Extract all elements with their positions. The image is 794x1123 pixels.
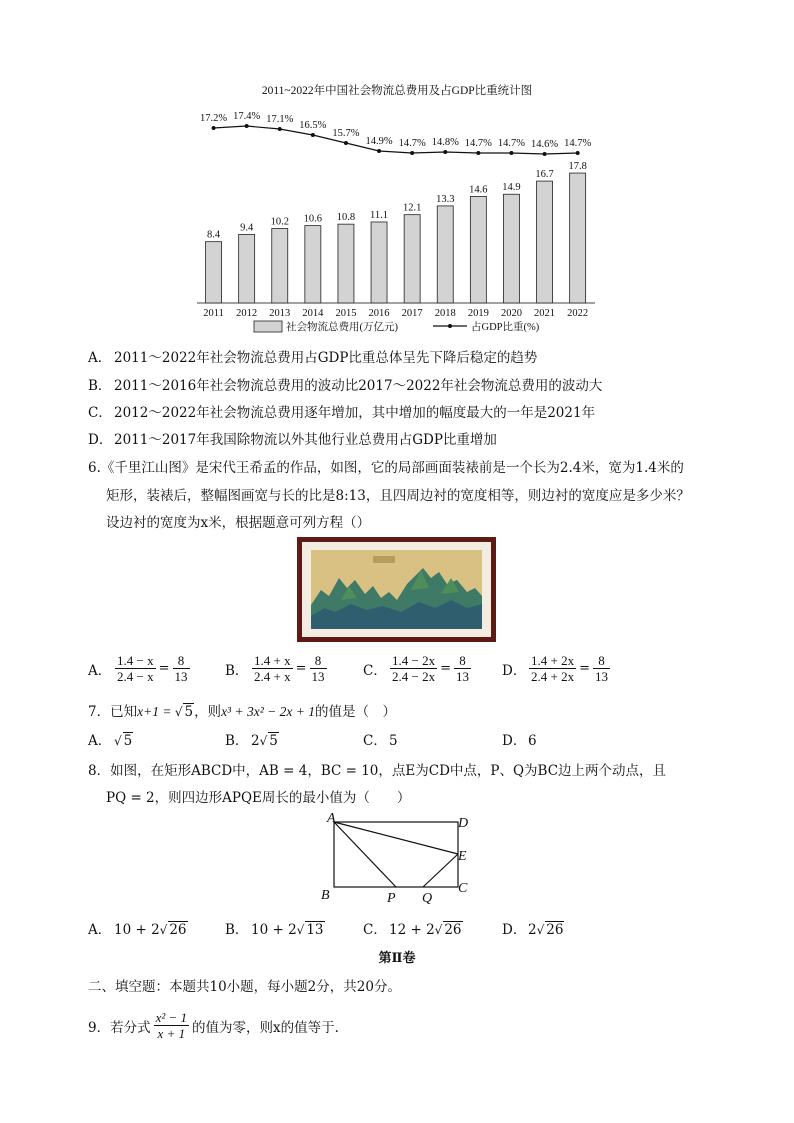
legend-bar-swatch (254, 321, 282, 332)
x-tick-label-2018: 2018 (434, 308, 456, 319)
q8-stem-line2: PQ = 2，则四边形APQE周长的最小值为（ ） (106, 790, 411, 806)
bar-2022 (570, 173, 586, 303)
q9-stem: 9．若分式 $\frac{\text{x² − 1}}{x + 1}$ 的值为零，则x的值等于. (88, 1010, 339, 1041)
gdp-label-2021: 14.6% (530, 139, 559, 150)
bar-label-2019: 14.6 (469, 184, 488, 196)
bar-2020 (503, 194, 519, 303)
q6-stem-line3: 设边衬的宽度为x米，根据题意可列方程（） (106, 515, 371, 531)
segment-ae (334, 822, 458, 854)
x-tick-label-2015: 2015 (335, 308, 357, 319)
q7-option-b: B． 2√ 5 (225, 733, 278, 749)
label-b: B (321, 888, 330, 903)
bar-2021 (537, 181, 553, 303)
bar-2018 (437, 206, 453, 303)
legend-bar-label: 社会物流总费用(万亿元) (286, 322, 398, 333)
q5-option-a: A． 2011～2022年社会物流总费用占GDP比重总体呈先下降后稳定的趋势 (88, 350, 538, 366)
legend-line-marker (448, 324, 452, 328)
q6-option-a: A． $\frac{1.4 - x}{2.4 - x}$ = $\frac{8}{13}$ (88, 653, 188, 684)
legend-line-label: 占GDP比重(%) (471, 322, 540, 333)
logistics-chart (180, 96, 620, 341)
q7-option-c: C． 5 (363, 733, 398, 749)
bar-label-2020: 14.9 (502, 182, 521, 194)
chart-title: 2011~2022年中国社会物流总费用及占GDP比重统计图 (261, 85, 533, 97)
bar-label-2017: 12.1 (402, 202, 422, 214)
x-tick-label-2014: 2014 (302, 308, 324, 319)
gdp-point-2013 (278, 127, 282, 131)
gdp-point-2016 (377, 149, 381, 153)
gdp-label-2013: 17.1% (266, 114, 294, 125)
segment-ap (334, 822, 396, 887)
gdp-label-2014: 16.5% (299, 120, 327, 131)
x-tick-label-2012: 2012 (236, 308, 258, 319)
bar-label-2013: 10.2 (270, 216, 289, 228)
bar-2013 (272, 229, 288, 303)
label-a: A (327, 811, 336, 826)
bar-label-2014: 10.6 (303, 213, 323, 225)
x-tick-label-2019: 2019 (467, 308, 489, 319)
gdp-point-2022 (576, 151, 580, 155)
x-tick-label-2011: 2011 (203, 308, 224, 319)
bar-label-2011: 8.4 (206, 229, 221, 241)
q6-stem-line1: 6.《千里江山图》是宋代王希孟的作品，如图，它的局部画面装裱前是一个长为2.4米，宽为1.4米的 (88, 460, 684, 476)
q6-option-b: B． $\frac{1.4 + x}{2.4 + x}$ = $\frac{8}{13}$ (225, 653, 325, 684)
bar-label-2018: 13.3 (436, 193, 455, 205)
q8-option-c: C． 12 + 2√ 26 (363, 922, 462, 938)
q6-option-d: D． $\frac{1.4 + 2x}{2.4 + 2x}$ = $\frac{8}{13}$ (502, 653, 608, 684)
q7-option-a: A． √ 5 (88, 733, 133, 749)
gdp-point-2011 (212, 126, 216, 130)
x-tick-label-2021: 2021 (534, 308, 556, 319)
q8-option-d: D． 2√ 26 (502, 922, 564, 938)
gdp-point-2017 (410, 151, 414, 155)
bar-2017 (404, 215, 420, 303)
gdp-label-2015: 15.7% (332, 128, 360, 139)
label-p: P (387, 891, 396, 906)
q5-option-d: D． 2011～2017年我国除物流以外其他行业总费用占GDP比重增加 (88, 432, 497, 448)
segment-qe (423, 854, 458, 887)
q5-option-b: B． 2011～2016年社会物流总费用的波动比2017～2022年社会物流总费用的波动大 (88, 378, 603, 394)
bar-label-2015: 10.8 (336, 212, 356, 224)
bar-2019 (470, 196, 486, 303)
gdp-label-2019: 14.7% (464, 138, 492, 149)
gdp-label-2020: 14.7% (497, 138, 526, 149)
gdp-point-2020 (509, 151, 513, 155)
bar-2014 (305, 226, 321, 303)
q6-stem-line2: 矩形，装裱后，整幅图画宽与长的比是8:13，且四周边衬的宽度相等，则边衬的宽度应是多少米？ (106, 488, 690, 504)
gdp-point-2015 (344, 141, 348, 145)
q8-option-a: A． 10 + 2√ 26 (88, 922, 187, 938)
gdp-point-2014 (311, 133, 315, 137)
q5-option-c: C． 2012～2022年社会物流总费用逐年增加，其中增加的幅度最大的一年是2021年 (88, 405, 596, 421)
bar-2015 (338, 224, 354, 303)
label-e: E (458, 849, 467, 864)
gdp-point-2021 (543, 152, 547, 156)
q7-option-d: D． 6 (502, 733, 537, 749)
section-heading: 二、填空题：本题共10小题，每小题2分，共20分。 (88, 979, 401, 995)
gdp-label-2022: 14.7% (564, 138, 592, 149)
x-tick-label-2017: 2017 (401, 308, 423, 319)
bar-2016 (371, 222, 387, 303)
section-title: 第Ⅱ卷 (378, 951, 416, 966)
gdp-point-2012 (245, 124, 249, 128)
q6-option-c: C． $\frac{1.4 - 2x}{2.4 - 2x}$ = $\frac{8}{13}$ (363, 653, 469, 684)
landscape-painting-image (311, 550, 482, 629)
bar-label-2022: 17.8 (568, 161, 587, 173)
gdp-label-2018: 14.8% (431, 137, 459, 148)
painting-mat (302, 542, 491, 637)
bar-2012 (239, 234, 255, 303)
gdp-label-2017: 14.7% (398, 138, 426, 149)
label-d: D (458, 816, 469, 831)
rectangle-abcd (334, 822, 458, 887)
x-tick-label-2013: 2013 (269, 308, 291, 319)
label-q: Q (422, 891, 433, 906)
x-tick-label-2020: 2020 (500, 308, 522, 319)
q7-stem: 7．已知x+1 = √ 5，则x³ + 3x² − 2x + 1的值是（ ） (88, 704, 396, 720)
label-c: C (458, 881, 468, 896)
gdp-point-2019 (476, 151, 480, 155)
bar-2011 (206, 242, 222, 303)
q8-option-b: B． 10 + 2√ 13 (225, 922, 324, 938)
gdp-point-2018 (443, 150, 447, 154)
gdp-label-2012: 17.4% (233, 111, 261, 122)
x-tick-label-2022: 2022 (567, 308, 589, 319)
bar-label-2016: 11.1 (370, 209, 389, 221)
painting-frame (297, 537, 496, 642)
gdp-label-2011: 17.2% (199, 113, 228, 124)
q8-stem-line1: 8．如图，在矩形ABCD中，AB = 4，BC = 10，点E为CD中点，P、Q为BC边上两个动点，且 (88, 763, 667, 779)
bar-label-2012: 9.4 (240, 222, 254, 234)
rectangle-diagram (318, 808, 478, 906)
bar-label-2021: 16.7 (535, 169, 554, 181)
gdp-label-2016: 14.9% (365, 136, 393, 147)
x-tick-label-2016: 2016 (368, 308, 390, 319)
